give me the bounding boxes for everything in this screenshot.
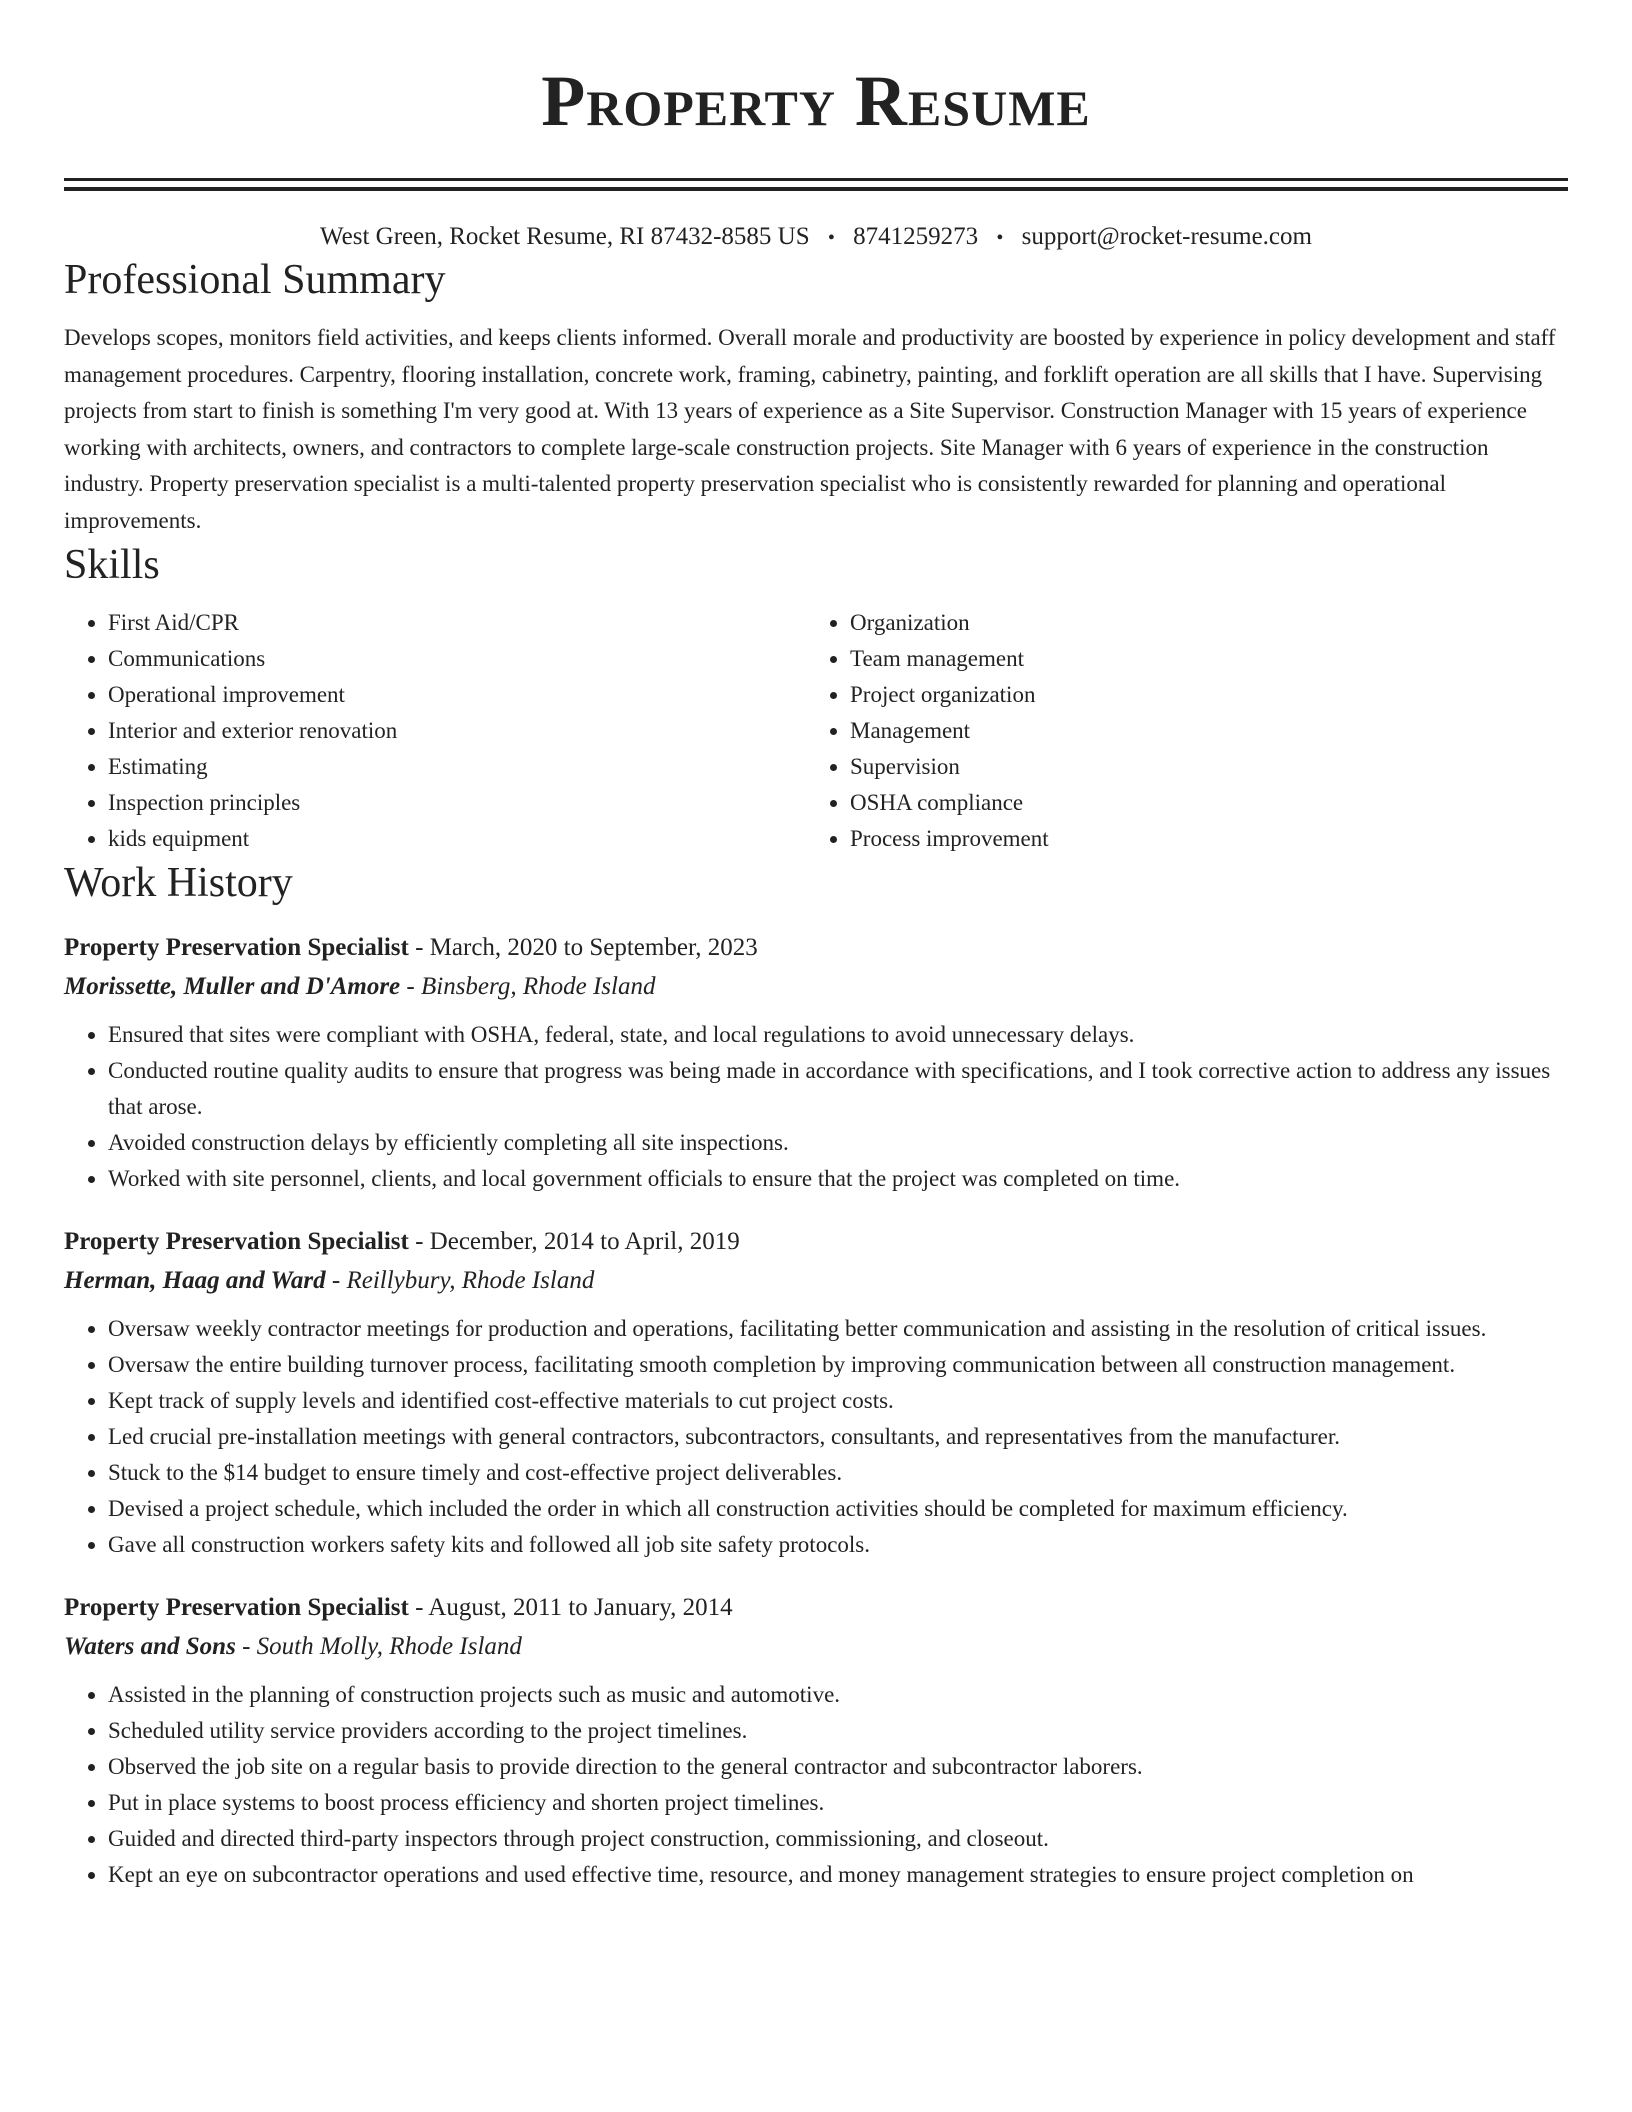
job-company-line	[64, 967, 1568, 1007]
job-title-line	[64, 929, 1568, 967]
job-company: Herman, Haag and Ward	[64, 1267, 326, 1294]
job-bullet: • Worked with site personnel, clients, and local government officials to ensure that the project was completed on time.	[108, 1161, 1568, 1197]
job-bullet: • Ensured that sites were compliant with OSHA, federal, state, and local regulations to avoid unnecessary delays.	[108, 1017, 1568, 1053]
job-bullet: • Led crucial pre-installation meetings with general contractors, subcontractors, consultants, and representatives from the manufacturer.	[108, 1419, 1568, 1455]
job-title-line	[64, 1589, 1568, 1627]
job-bullet: • Devised a project schedule, which included the order in which all construction activities should be completed for maximum efficiency.	[108, 1491, 1568, 1527]
job-bullet: • Oversaw the entire building turnover process, facilitating smooth completion by improving communication between all construction management.	[108, 1347, 1568, 1383]
job-entry	[64, 1223, 1568, 1563]
job-bullet: • Scheduled utility service providers according to the project timelines.	[108, 1713, 1568, 1749]
skill-item: • Communications	[108, 641, 806, 677]
job-dates: - December, 2014 to April, 2019	[408, 1228, 740, 1255]
job-entry	[64, 1589, 1568, 1893]
job-dates: - March, 2020 to September, 2023	[408, 934, 758, 961]
job-company-line	[64, 1627, 1568, 1667]
job-bullets	[64, 1017, 1568, 1197]
job-bullet: • Stuck to the $14 budget to ensure timely and cost-effective project deliverables.	[108, 1455, 1568, 1491]
title-divider	[64, 178, 1568, 191]
job-entry	[64, 929, 1568, 1197]
skill-item: • Process improvement	[850, 821, 1548, 857]
summary-text: Develops scopes, monitors field activities, and keeps clients informed. Overall morale and productivity are boosted by experience in policy development and staff management procedures. Carpentry, flooring installation, concrete work, framing, cabinetry, painting, and forklift operation are all skills that I have. Supervising projects from start to finish is something I'm very good at. With 13 years of experience as a Site Supervisor. Construction Manager with 15 years of experience working with architects, owners, and contractors to complete large-scale construction projects. Site Manager with 6 years of experience in the construction industry. Property preservation specialist is a multi-talented property preservation specialist who is consistently rewarded for planning and operational improvements.	[64, 325, 1556, 533]
skill-item: • Interior and exterior renovation	[108, 713, 806, 749]
skills-list	[64, 605, 1568, 857]
job-bullets	[64, 1677, 1568, 1893]
contact-address: West Green, Rocket Resume, RI 87432-8585 US	[320, 223, 810, 250]
job-company: Morissette, Muller and D'Amore	[64, 973, 401, 1000]
job-bullets	[64, 1311, 1568, 1563]
contact-separator: •	[996, 227, 1004, 249]
job-bullet: • Oversaw weekly contractor meetings for production and operations, facilitating better communication and assisting in the resolution of critical issues.	[108, 1311, 1568, 1347]
job-role: Property Preservation Specialist	[64, 1228, 409, 1255]
skill-item: • Estimating	[108, 749, 806, 785]
job-bullet: • Gave all construction workers safety kits and followed all job site safety protocols.	[108, 1527, 1568, 1563]
skills-heading: Skills	[64, 542, 160, 588]
resume-title: Property Resume	[541, 61, 1091, 141]
job-bullet: • Guided and directed third-party inspectors through project construction, commissioning, and closeout.	[108, 1821, 1568, 1857]
skill-item: • Project organization	[850, 677, 1548, 713]
job-location: - Binsberg, Rhode Island	[400, 973, 656, 1000]
job-company-line	[64, 1261, 1568, 1301]
contact-email: support@rocket-resume.com	[1021, 223, 1312, 250]
job-bullet: • Put in place systems to boost process efficiency and shorten project timelines.	[108, 1785, 1568, 1821]
skill-item: • Team management	[850, 641, 1548, 677]
skill-item: • kids equipment	[108, 821, 806, 857]
skill-item: • Management	[850, 713, 1548, 749]
job-company: Waters and Sons	[64, 1633, 236, 1660]
skill-item: • Organization	[850, 605, 1548, 641]
job-role: Property Preservation Specialist	[64, 1594, 409, 1621]
job-bullet: • Kept track of supply levels and identified cost-effective materials to cut project costs.	[108, 1383, 1568, 1419]
skill-item: • Inspection principles	[108, 785, 806, 821]
job-bullet: • Kept an eye on subcontractor operations and used effective time, resource, and money management strategies to ensure project completion on	[108, 1857, 1568, 1893]
job-location: - South Molly, Rhode Island	[235, 1633, 522, 1660]
skill-item: • First Aid/CPR	[108, 605, 806, 641]
job-dates: - August, 2011 to January, 2014	[408, 1594, 733, 1621]
job-bullet: • Observed the job site on a regular basis to provide direction to the general contractor and subcontractor laborers.	[108, 1749, 1568, 1785]
job-role: Property Preservation Specialist	[64, 934, 409, 961]
contact-line	[64, 221, 1568, 254]
skill-item: • Supervision	[850, 749, 1548, 785]
contact-separator: •	[827, 227, 835, 249]
skills-column-left	[64, 605, 806, 857]
job-bullet: • Conducted routine quality audits to ensure that progress was being made in accordance with specifications, and I took corrective action to address any issues that arose.	[108, 1053, 1568, 1125]
job-location: - Reillybury, Rhode Island	[325, 1267, 595, 1294]
skill-item: • Operational improvement	[108, 677, 806, 713]
work-history-heading: Work History	[64, 860, 293, 906]
summary-heading: Professional Summary	[64, 257, 446, 303]
skills-column-right	[806, 605, 1548, 857]
job-bullet: • Assisted in the planning of construction projects such as music and automotive.	[108, 1677, 1568, 1713]
skill-item: • OSHA compliance	[850, 785, 1548, 821]
job-bullet: • Avoided construction delays by efficiently completing all site inspections.	[108, 1125, 1568, 1161]
contact-phone: 8741259273	[853, 223, 979, 250]
job-title-line	[64, 1223, 1568, 1261]
